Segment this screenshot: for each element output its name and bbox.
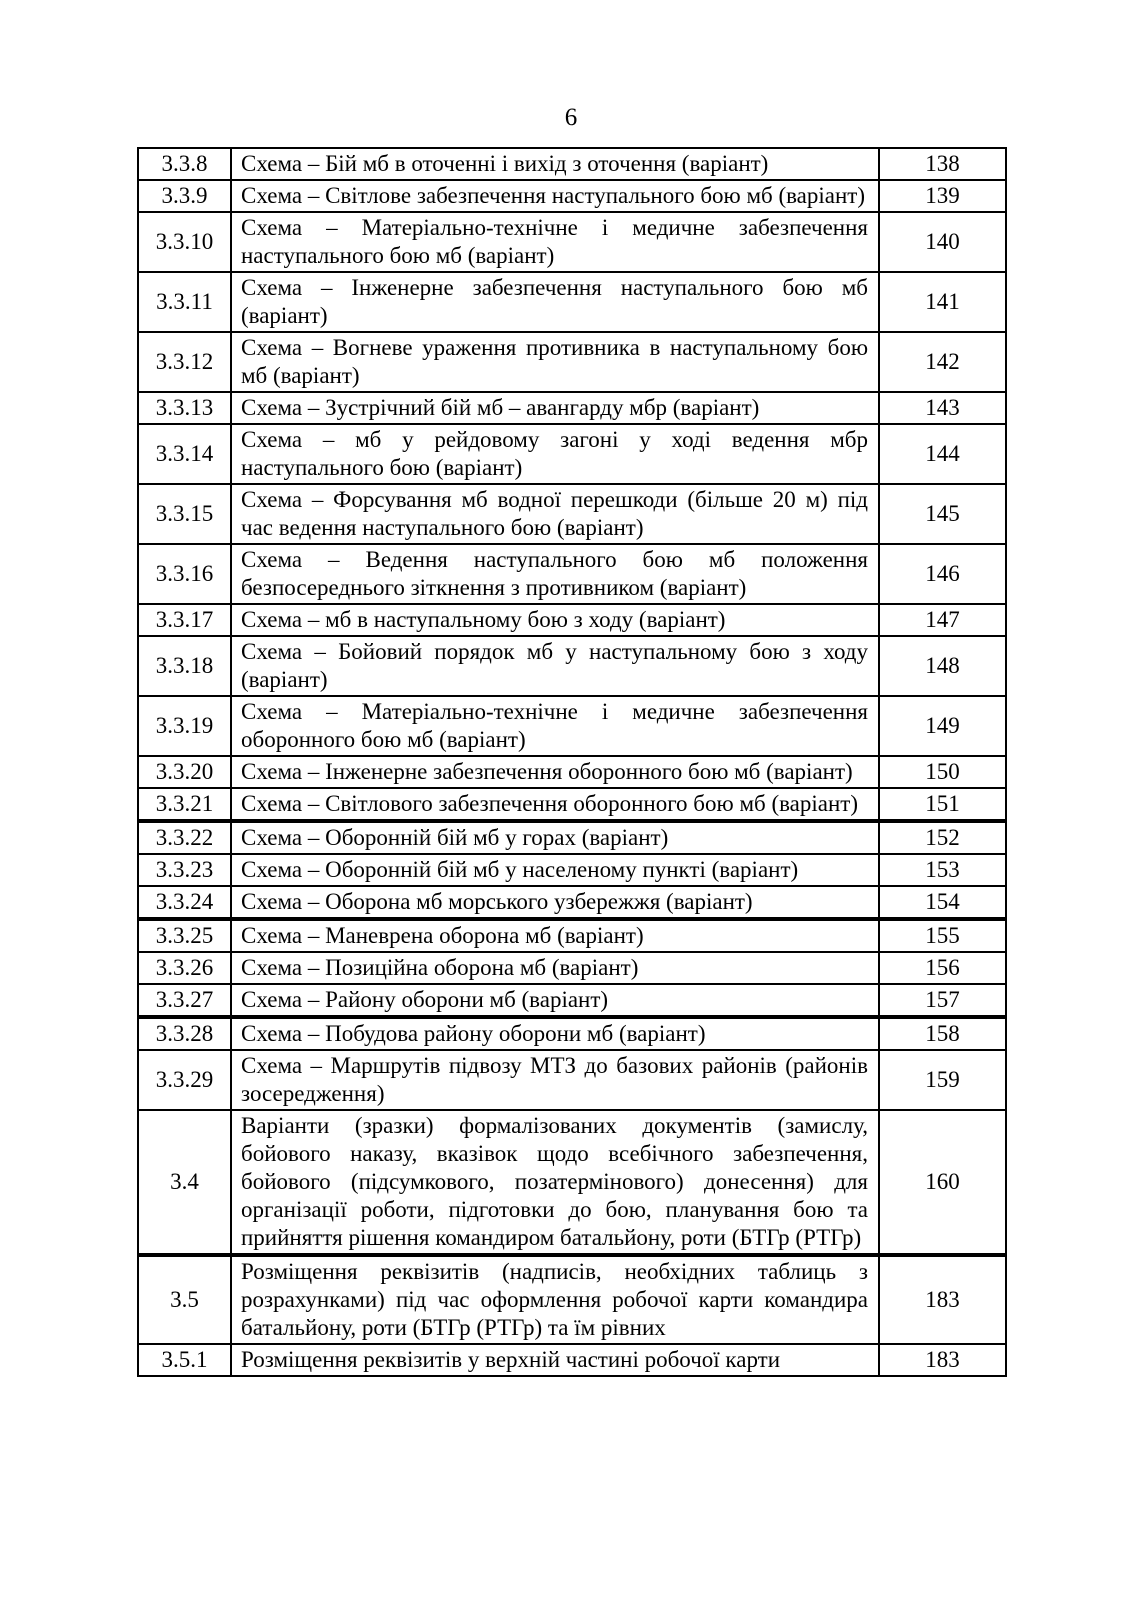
row-title: Схема – Форсування мб водної перешкоди (більше 20 м) під час ведення наступального бою (варіант) — [231, 484, 879, 544]
row-page-number: 143 — [879, 392, 1006, 424]
row-section-number: 3.5 — [138, 1255, 231, 1344]
row-section-number: 3.3.9 — [138, 180, 231, 212]
row-title: Схема – Району оборони мб (варіант) — [231, 984, 879, 1017]
row-title: Схема – Побудова району оборони мб (варіант) — [231, 1017, 879, 1050]
table-row — [138, 212, 1006, 272]
row-page-number: 152 — [879, 821, 1006, 854]
row-title: Схема – Інженерне забезпечення наступального бою мб (варіант) — [231, 272, 879, 332]
row-section-number: 3.3.10 — [138, 212, 231, 272]
table-row — [138, 886, 1006, 919]
row-page-number: 183 — [879, 1255, 1006, 1344]
table-row — [138, 484, 1006, 544]
row-page-number: 156 — [879, 952, 1006, 984]
table-row — [138, 1050, 1006, 1110]
table-row — [138, 756, 1006, 788]
toc-table — [137, 147, 1007, 1377]
table-row — [138, 148, 1006, 180]
table-row — [138, 392, 1006, 424]
row-section-number: 3.3.12 — [138, 332, 231, 392]
table-row — [138, 919, 1006, 952]
row-page-number: 157 — [879, 984, 1006, 1017]
table-row — [138, 332, 1006, 392]
row-title: Схема – Бойовий порядок мб у наступальному бою з ходу (варіант) — [231, 636, 879, 696]
row-section-number: 3.5.1 — [138, 1344, 231, 1376]
row-title: Схема – мб в наступальному бою з ходу (варіант) — [231, 604, 879, 636]
table-row — [138, 1255, 1006, 1344]
row-title: Схема – Оборона мб морського узбережжя (варіант) — [231, 886, 879, 919]
row-section-number: 3.3.29 — [138, 1050, 231, 1110]
table-row — [138, 821, 1006, 854]
row-title: Розміщення реквізитів (надписів, необхідних таблиць з розрахунками) під час оформлення робочої карти командира батальйону, роти (БТГр (РТГр) та їм рівних — [231, 1255, 879, 1344]
row-section-number: 3.3.21 — [138, 788, 231, 821]
row-section-number: 3.3.13 — [138, 392, 231, 424]
row-page-number: 153 — [879, 854, 1006, 886]
row-page-number: 151 — [879, 788, 1006, 821]
row-section-number: 3.3.26 — [138, 952, 231, 984]
row-section-number: 3.3.18 — [138, 636, 231, 696]
row-title: Схема – Маневрена оборона мб (варіант) — [231, 919, 879, 952]
row-title: Схема – Матеріально-технічне і медичне забезпечення оборонного бою мб (варіант) — [231, 696, 879, 756]
row-section-number: 3.3.16 — [138, 544, 231, 604]
row-section-number: 3.3.8 — [138, 148, 231, 180]
table-row — [138, 1344, 1006, 1376]
row-title: Схема – Світлове забезпечення наступального бою мб (варіант) — [231, 180, 879, 212]
page-number: 6 — [564, 104, 578, 131]
table-row — [138, 544, 1006, 604]
row-page-number: 138 — [879, 148, 1006, 180]
row-section-number: 3.3.20 — [138, 756, 231, 788]
row-title: Схема – Бій мб в оточенні і вихід з оточення (варіант) — [231, 148, 879, 180]
table-row — [138, 952, 1006, 984]
row-section-number: 3.3.22 — [138, 821, 231, 854]
row-section-number: 3.3.28 — [138, 1017, 231, 1050]
row-page-number: 140 — [879, 212, 1006, 272]
row-page-number: 142 — [879, 332, 1006, 392]
table-row — [138, 180, 1006, 212]
table-row — [138, 788, 1006, 821]
row-title: Схема – Інженерне забезпечення оборонного бою мб (варіант) — [231, 756, 879, 788]
row-page-number: 155 — [879, 919, 1006, 952]
row-page-number: 160 — [879, 1110, 1006, 1255]
row-section-number: 3.3.25 — [138, 919, 231, 952]
row-title: Схема – мб у рейдовому загоні у ході ведення мбр наступального бою (варіант) — [231, 424, 879, 484]
row-title: Розміщення реквізитів у верхній частині робочої карти — [231, 1344, 879, 1376]
row-page-number: 159 — [879, 1050, 1006, 1110]
row-page-number: 144 — [879, 424, 1006, 484]
row-section-number: 3.3.23 — [138, 854, 231, 886]
table-row — [138, 1017, 1006, 1050]
table-row — [138, 636, 1006, 696]
row-title: Схема – Зустрічний бій мб – авангарду мбр (варіант) — [231, 392, 879, 424]
row-title: Схема – Маршрутів підвозу МТЗ до базових районів (районів зосередження) — [231, 1050, 879, 1110]
row-page-number: 141 — [879, 272, 1006, 332]
table-row — [138, 696, 1006, 756]
table-row — [138, 1110, 1006, 1255]
row-page-number: 147 — [879, 604, 1006, 636]
row-page-number: 139 — [879, 180, 1006, 212]
row-section-number: 3.3.19 — [138, 696, 231, 756]
row-title: Схема – Оборонній бій мб у населеному пункті (варіант) — [231, 854, 879, 886]
row-page-number: 149 — [879, 696, 1006, 756]
table-row — [138, 272, 1006, 332]
row-section-number: 3.3.15 — [138, 484, 231, 544]
row-title: Схема – Позиційна оборона мб (варіант) — [231, 952, 879, 984]
row-page-number: 146 — [879, 544, 1006, 604]
row-section-number: 3.4 — [138, 1110, 231, 1255]
row-page-number: 154 — [879, 886, 1006, 919]
row-section-number: 3.3.27 — [138, 984, 231, 1017]
row-section-number: 3.3.14 — [138, 424, 231, 484]
row-section-number: 3.3.11 — [138, 272, 231, 332]
table-row — [138, 604, 1006, 636]
toc-table-body — [138, 148, 1006, 1376]
row-title: Схема – Ведення наступального бою мб положення безпосереднього зіткнення з противником (варіант) — [231, 544, 879, 604]
row-section-number: 3.3.17 — [138, 604, 231, 636]
table-row — [138, 984, 1006, 1017]
row-page-number: 158 — [879, 1017, 1006, 1050]
row-page-number: 150 — [879, 756, 1006, 788]
row-page-number: 183 — [879, 1344, 1006, 1376]
row-title: Схема – Оборонній бій мб у горах (варіант) — [231, 821, 879, 854]
row-title: Схема – Матеріально-технічне і медичне забезпечення наступального бою мб (варіант) — [231, 212, 879, 272]
row-title: Схема – Вогневе ураження противника в наступальному бою мб (варіант) — [231, 332, 879, 392]
table-row — [138, 854, 1006, 886]
row-title: Варіанти (зразки) формалізованих документів (замислу, бойового наказу, вказівок щодо всебічного забезпечення, бойового (підсумкового, позатермінового) донесення) для організації роботи, підготовки до бою, планування бою та прийняття рішення командиром батальйону, роти (БТГр (РТГр) — [231, 1110, 879, 1255]
row-page-number: 145 — [879, 484, 1006, 544]
table-row — [138, 424, 1006, 484]
row-page-number: 148 — [879, 636, 1006, 696]
row-section-number: 3.3.24 — [138, 886, 231, 919]
row-title: Схема – Світлового забезпечення оборонного бою мб (варіант) — [231, 788, 879, 821]
